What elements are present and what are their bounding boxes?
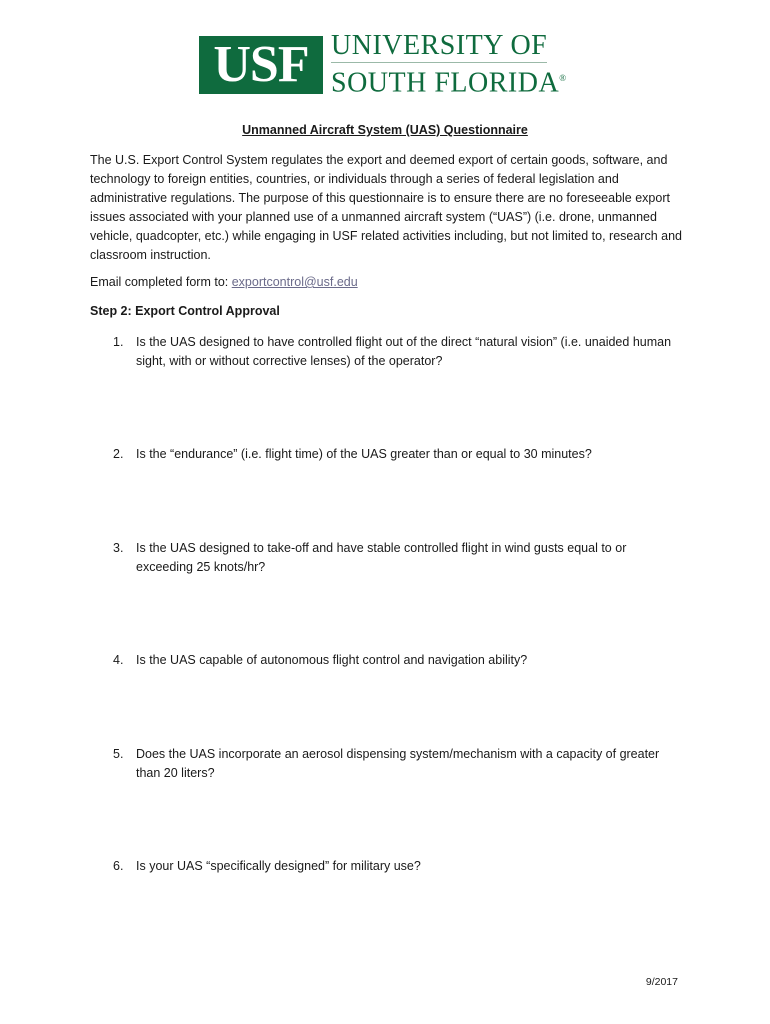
usf-logo-wordmark bbox=[331, 31, 567, 98]
question-text: Is the UAS designed to take-off and have stable controlled flight in wind gusts equal to or exceeding 25 knots/hr? bbox=[136, 541, 627, 574]
question-text: Does the UAS incorporate an aerosol dispensing system/mechanism with a capacity of greater than 20 liters? bbox=[136, 747, 660, 780]
page-title: Unmanned Aircraft System (UAS) Questionnaire bbox=[242, 123, 528, 137]
logo-line-florida-text: SOUTH FLORIDA bbox=[331, 67, 560, 99]
question-number: 1. bbox=[113, 335, 124, 349]
logo-line-university: UNIVERSITY OF bbox=[331, 30, 548, 61]
question-item bbox=[113, 539, 673, 577]
question-item bbox=[113, 745, 673, 783]
question-text: Is your UAS “specifically designed” for military use? bbox=[136, 859, 421, 873]
email-link[interactable]: exportcontrol@usf.edu bbox=[231, 275, 358, 289]
question-number: 5. bbox=[113, 747, 124, 761]
question-text: Is the UAS capable of autonomous flight control and navigation ability? bbox=[136, 653, 528, 667]
usf-logo-box: USF bbox=[199, 36, 323, 94]
question-number: 4. bbox=[113, 653, 124, 667]
intro-paragraph: The U.S. Export Control System regulates the export and deemed export of certain goods, software, and technology to foreign entities, countries, or individuals through a series of federal legislation and administrative regulations. The purpose of this questionnaire is to ensure there are no foreseeable export issues associated with your planned use of a unmanned aircraft system (“UAS”) (i.e. drone, unmanned vehicle, quadcopter, etc.) while engaging in USF related activities including, but not limited to, research and classroom instruction. bbox=[90, 153, 682, 262]
question-text: Is the “endurance” (i.e. flight time) of the UAS greater than or equal to 30 minutes? bbox=[136, 447, 592, 461]
question-item bbox=[113, 651, 673, 670]
question-item bbox=[113, 445, 673, 464]
question-number: 6. bbox=[113, 859, 124, 873]
usf-logo bbox=[199, 31, 567, 98]
step-heading: Step 2: Export Control Approval bbox=[90, 304, 280, 318]
logo-line-florida bbox=[331, 63, 567, 98]
email-line bbox=[90, 275, 358, 289]
question-item bbox=[113, 857, 673, 876]
registered-mark: ® bbox=[559, 73, 567, 83]
question-item bbox=[113, 333, 673, 371]
question-number: 3. bbox=[113, 541, 124, 555]
question-number: 2. bbox=[113, 447, 124, 461]
email-prefix: Email completed form to: bbox=[90, 275, 232, 289]
question-text: Is the UAS designed to have controlled flight out of the direct “natural vision” (i.e. unaided human sight, with or without corrective lenses) of the operator? bbox=[136, 335, 672, 368]
footer-date: 9/2017 bbox=[645, 976, 678, 988]
